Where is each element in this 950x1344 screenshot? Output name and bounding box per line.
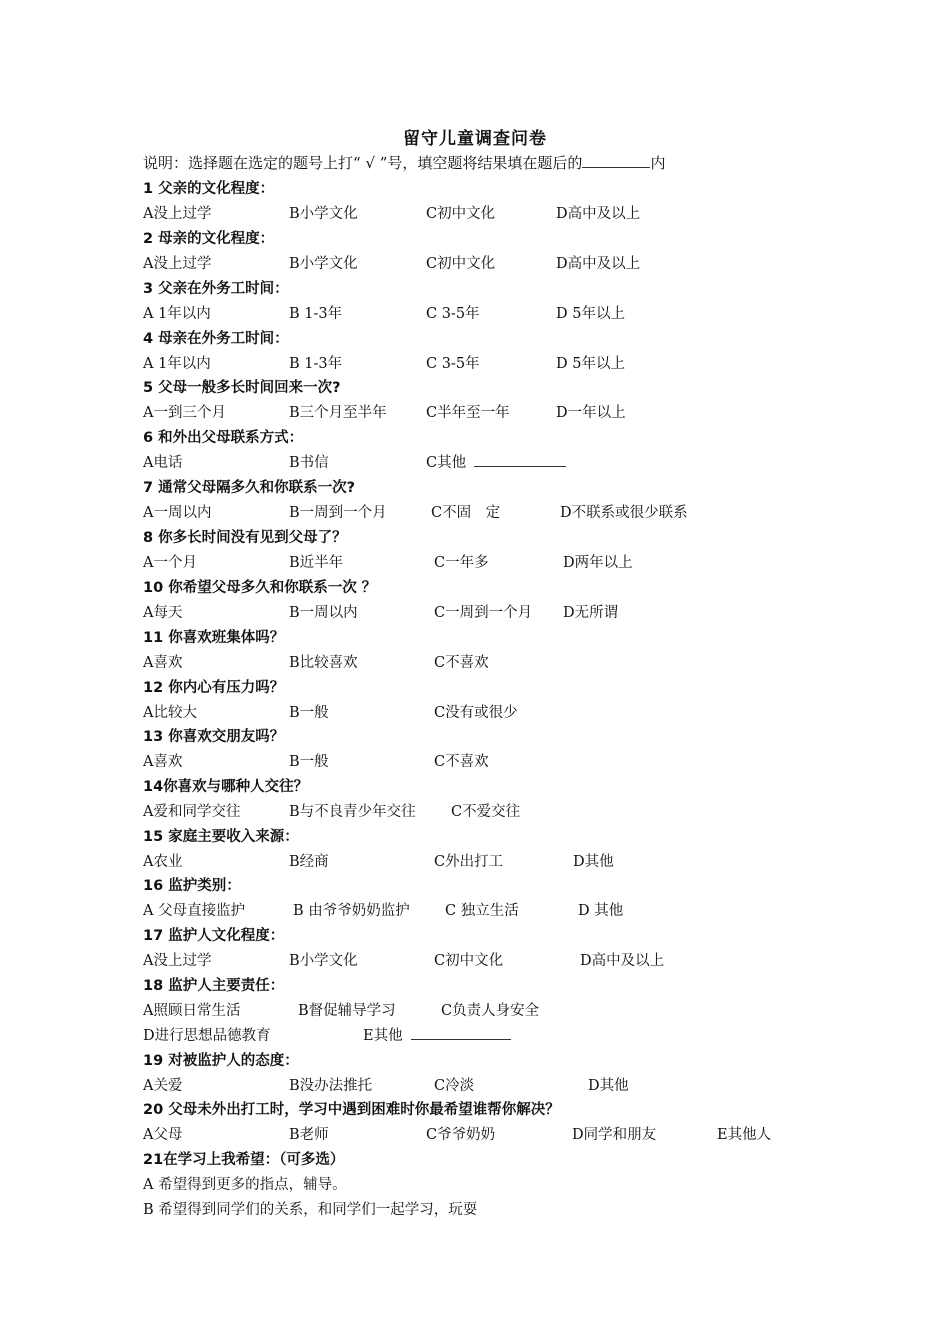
option-row [143, 1173, 843, 1195]
option[interactable] [289, 302, 342, 323]
option[interactable] [289, 551, 343, 572]
option-label: B 由爷爷奶奶监护 [293, 903, 410, 919]
option-row [143, 501, 843, 523]
option[interactable] [717, 1123, 771, 1144]
option-row [143, 551, 843, 573]
option-label: C不喜欢 [434, 655, 489, 671]
instruction-suffix: 内 [650, 154, 666, 172]
option[interactable] [434, 1074, 474, 1095]
option[interactable] [556, 252, 640, 273]
option[interactable] [143, 800, 240, 821]
option[interactable] [289, 352, 342, 373]
option-label: B小学文化 [289, 206, 358, 222]
option[interactable] [289, 701, 329, 722]
option-row [143, 302, 843, 324]
question-title: 21在学习上我希望：（可多选） [143, 1152, 345, 1168]
option-label: A没上过学 [143, 953, 212, 969]
option[interactable] [143, 999, 240, 1020]
option-label: B近半年 [289, 555, 344, 571]
page-title: 留守儿童调查问卷 [403, 129, 547, 149]
option[interactable] [572, 1123, 656, 1144]
option-label: C不爱交往 [451, 804, 521, 820]
option[interactable] [143, 352, 211, 373]
fill-in-blank[interactable] [411, 1025, 511, 1040]
option-label: C不固 定 [431, 505, 501, 521]
option[interactable] [426, 401, 510, 422]
option-label: C初中文化 [426, 256, 496, 272]
option-label: D高中及以上 [556, 206, 641, 222]
instruction-line [143, 152, 665, 173]
option-row [143, 1074, 843, 1096]
option[interactable] [426, 202, 495, 223]
option-label: B一周到一个月 [289, 505, 387, 521]
option[interactable] [451, 800, 520, 821]
option[interactable] [556, 401, 626, 422]
option-label: B没办法推托 [289, 1078, 373, 1094]
option[interactable] [289, 750, 329, 771]
option-label: A喜欢 [143, 754, 183, 770]
option-row [143, 800, 843, 822]
option[interactable] [434, 949, 503, 970]
question-title: 20 父母未外出打工时，学习中遇到困难时你最希望谁帮你解决？ [143, 1102, 560, 1118]
option-label: C外出打工 [434, 854, 504, 870]
option[interactable] [289, 252, 358, 273]
option[interactable] [289, 501, 387, 522]
question-title: 2 母亲的文化程度： [143, 231, 275, 247]
question-title: 18 监护人主要责任： [143, 978, 285, 994]
question-title: 17 监护人文化程度： [143, 928, 285, 944]
question-title: 14你喜欢与哪种人交往？ [143, 779, 309, 795]
option-label: C不喜欢 [434, 754, 489, 770]
option[interactable] [560, 501, 688, 522]
option[interactable] [434, 850, 503, 871]
option-label: A 希望得到更多的指点，辅导。 [143, 1177, 347, 1193]
option[interactable] [289, 800, 416, 821]
option[interactable] [573, 850, 614, 871]
option[interactable] [563, 601, 618, 622]
fill-blank [582, 153, 650, 168]
option-label: A照顾日常生活 [143, 1003, 241, 1019]
option-label: A 父母直接监护 [143, 903, 246, 919]
question-title: 16 监护类别： [143, 878, 241, 894]
option-label: C其他 [426, 455, 467, 471]
option-label: A关爱 [143, 1078, 183, 1094]
option[interactable] [143, 252, 211, 273]
option-label: D进行思想品德教育 [143, 1028, 271, 1044]
option-row [143, 252, 843, 274]
option[interactable] [588, 1074, 629, 1095]
option-label: A 1年以内 [143, 306, 211, 322]
option[interactable] [143, 1074, 182, 1095]
option[interactable] [289, 949, 358, 970]
option[interactable] [289, 401, 387, 422]
option[interactable] [426, 451, 566, 472]
question-title: 8 你多长时间没有见到父母了？ [143, 530, 347, 546]
option[interactable] [289, 1074, 372, 1095]
option-row [143, 1123, 843, 1145]
option-label: D无所谓 [563, 605, 619, 621]
option[interactable] [556, 202, 640, 223]
option-label: C没有或很少 [434, 705, 518, 721]
option-label: D高中及以上 [580, 953, 665, 969]
question-title: 12 你内心有压力吗？ [143, 680, 285, 696]
option-label: D一年以上 [556, 405, 626, 421]
option-row [143, 1024, 843, 1046]
option[interactable] [434, 601, 532, 622]
option-row [143, 651, 843, 673]
option[interactable] [426, 302, 480, 323]
question-title: 5 父母一般多长时间回来一次? [143, 380, 341, 396]
option-row [143, 451, 843, 473]
option-label: B督促辅导学习 [298, 1003, 396, 1019]
option-label: C初中文化 [434, 953, 504, 969]
option[interactable] [434, 551, 489, 572]
option-label: D其他 [573, 854, 614, 870]
option-row [143, 750, 843, 772]
option-label: A一周以内 [143, 505, 212, 521]
option[interactable] [434, 651, 489, 672]
question-title: 6 和外出父母联系方式： [143, 430, 304, 446]
option[interactable] [556, 352, 625, 373]
option-label: B一周以内 [289, 605, 358, 621]
option[interactable] [431, 501, 500, 522]
option-label: C 独立生活 [445, 903, 519, 919]
option[interactable] [143, 601, 182, 622]
option-label: C 3-5年 [426, 356, 480, 372]
option-label: A一个月 [143, 555, 197, 571]
option[interactable] [143, 701, 197, 722]
option-label: D同学和朋友 [572, 1127, 657, 1143]
option[interactable] [426, 1123, 495, 1144]
option[interactable] [289, 601, 358, 622]
question-title: 4 母亲在外务工时间： [143, 331, 289, 347]
question-title: 1 父亲的文化程度： [143, 181, 275, 197]
option-row [143, 401, 843, 423]
option[interactable] [143, 750, 182, 771]
option-label: B小学文化 [289, 953, 358, 969]
option[interactable] [143, 850, 182, 871]
option-label: A爱和同学交往 [143, 804, 241, 820]
option[interactable] [143, 501, 211, 522]
option-label: A一到三个月 [143, 405, 226, 421]
option-label: A电话 [143, 455, 183, 471]
option-label: A没上过学 [143, 206, 212, 222]
option-row [143, 202, 843, 224]
option-label: C负责人身安全 [441, 1003, 540, 1019]
option-label: A没上过学 [143, 256, 212, 272]
option[interactable] [426, 352, 480, 373]
question-title: 13 你喜欢交朋友吗？ [143, 729, 285, 745]
option[interactable] [289, 451, 329, 472]
option-label: C冷淡 [434, 1078, 475, 1094]
option-row [143, 701, 843, 723]
option-label: B 1-3年 [289, 356, 343, 372]
option[interactable] [434, 750, 489, 771]
option-row [143, 899, 843, 921]
option-label: B一般 [289, 705, 329, 721]
option-label: D两年以上 [563, 555, 633, 571]
question-title: 19 对被监护人的态度： [143, 1053, 299, 1069]
option-row [143, 1198, 843, 1220]
option-label: B经商 [289, 854, 329, 870]
option[interactable] [289, 850, 329, 871]
option-label: B 1-3年 [289, 306, 343, 322]
instruction-text: 说明：选择题在选定的题号上打“ √ ”号，填空题将结果填在题后的 [143, 154, 583, 172]
option[interactable] [293, 899, 410, 920]
option-label: D 5年以上 [556, 306, 625, 322]
option-label: B老师 [289, 1127, 329, 1143]
question-title: 11 你喜欢班集体吗？ [143, 630, 285, 646]
option-label: A喜欢 [143, 655, 183, 671]
option[interactable] [363, 1024, 511, 1045]
option-label: D高中及以上 [556, 256, 641, 272]
option[interactable] [143, 401, 226, 422]
option-label: E其他 [363, 1028, 403, 1044]
option-row [143, 850, 843, 872]
option-label: C一周到一个月 [434, 605, 533, 621]
option[interactable] [563, 551, 633, 572]
option-label: B与不良青少年交往 [289, 804, 416, 820]
option-label: C 3-5年 [426, 306, 480, 322]
option[interactable] [143, 551, 197, 572]
option-label: C初中文化 [426, 206, 496, 222]
option[interactable] [289, 1123, 329, 1144]
option-row [143, 352, 843, 374]
option[interactable] [143, 302, 211, 323]
option[interactable] [289, 202, 358, 223]
option[interactable] [143, 451, 182, 472]
option[interactable] [580, 949, 664, 970]
fill-in-blank[interactable] [474, 452, 566, 467]
option-row [143, 949, 843, 971]
option-row [143, 601, 843, 623]
option-label: A每天 [143, 605, 183, 621]
option-label: D 其他 [578, 903, 624, 919]
option-label: C爷爷奶奶 [426, 1127, 496, 1143]
option-label: D 5年以上 [556, 356, 625, 372]
option[interactable] [441, 999, 539, 1020]
question-title: 3 父亲在外务工时间： [143, 281, 289, 297]
option-label: B 希望得到同学们的关系，和同学们一起学习，玩耍 [143, 1202, 478, 1218]
option[interactable] [143, 1024, 271, 1045]
question-title: 10 你希望父母多久和你联系一次 ？ [143, 580, 377, 596]
option[interactable] [143, 1173, 347, 1194]
option-label: C半年至一年 [426, 405, 510, 421]
option[interactable] [556, 302, 625, 323]
option[interactable] [289, 651, 358, 672]
option[interactable] [143, 899, 245, 920]
option-label: B一般 [289, 754, 329, 770]
option-label: B比较喜欢 [289, 655, 358, 671]
option[interactable] [426, 252, 495, 273]
option[interactable] [298, 999, 396, 1020]
option-label: C一年多 [434, 555, 489, 571]
option-label: A父母 [143, 1127, 183, 1143]
option-label: B小学文化 [289, 256, 358, 272]
option-label: A 1年以内 [143, 356, 211, 372]
option-row [143, 999, 843, 1021]
option-label: D其他 [588, 1078, 629, 1094]
option-label: B三个月至半年 [289, 405, 387, 421]
question-title: 7 通常父母隔多久和你联系一次? [143, 480, 356, 496]
option[interactable] [143, 949, 211, 970]
option[interactable] [143, 1198, 477, 1219]
option-label: A比较大 [143, 705, 197, 721]
option-label: A农业 [143, 854, 183, 870]
option[interactable] [578, 899, 623, 920]
question-title: 15 家庭主要收入来源： [143, 829, 299, 845]
option[interactable] [143, 651, 182, 672]
option[interactable] [143, 1123, 182, 1144]
option-label: B书信 [289, 455, 329, 471]
option-label: D不联系或很少联系 [560, 505, 688, 521]
option[interactable] [434, 701, 518, 722]
option[interactable] [445, 899, 519, 920]
option-label: E其他人 [717, 1127, 772, 1143]
option[interactable] [143, 202, 211, 223]
